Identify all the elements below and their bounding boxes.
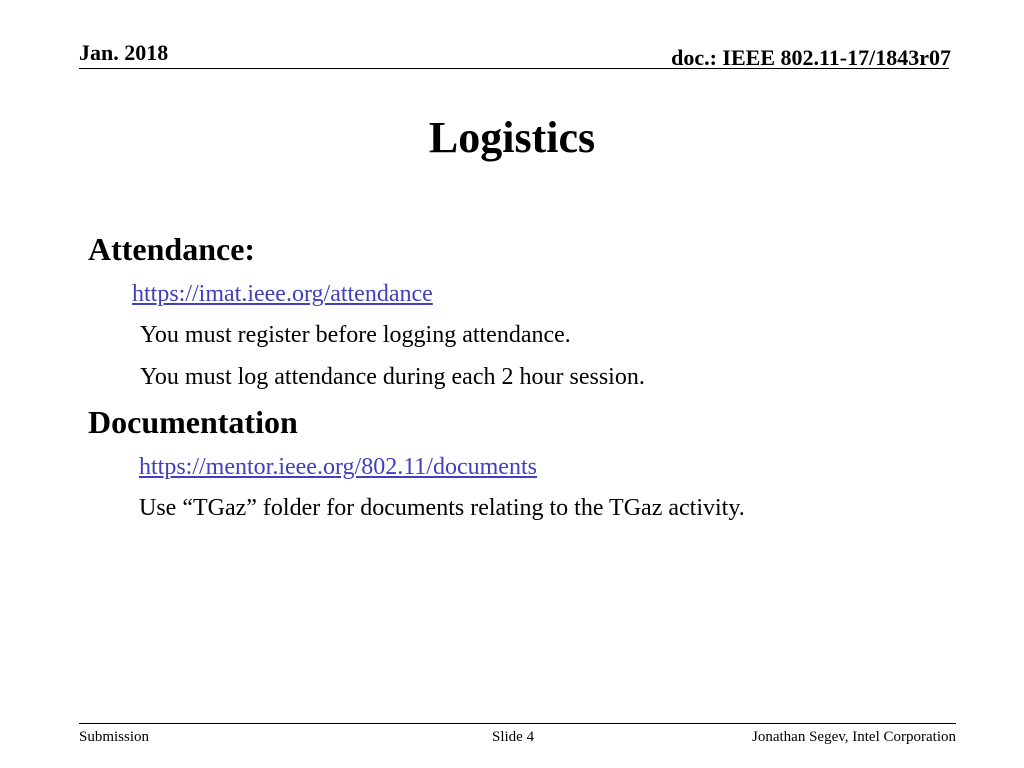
- footer-divider: [79, 723, 956, 724]
- attendance-session-note: You must log attendance during each 2 hour session.: [140, 364, 645, 390]
- header-divider: [79, 68, 949, 69]
- documentation-heading: Documentation: [88, 404, 298, 440]
- footer-slide-number: Slide 4: [492, 729, 535, 745]
- attendance-link[interactable]: https://imat.ieee.org/attendance: [132, 281, 433, 307]
- footer-author: Jonathan Segev, Intel Corporation: [752, 729, 956, 745]
- attendance-register-note: You must register before logging attendance.: [140, 322, 571, 348]
- header-date: Jan. 2018: [79, 40, 169, 65]
- documentation-link[interactable]: https://mentor.ieee.org/802.11/documents: [139, 454, 537, 480]
- footer-submission: Submission: [79, 729, 150, 745]
- attendance-heading: Attendance:: [88, 231, 256, 267]
- documentation-folder-note: Use “TGaz” folder for documents relating to the TGaz activity.: [139, 495, 745, 521]
- slide-title: Logistics: [428, 113, 596, 162]
- header-document-id: doc.: IEEE 802.11-17/1843r07: [671, 45, 951, 70]
